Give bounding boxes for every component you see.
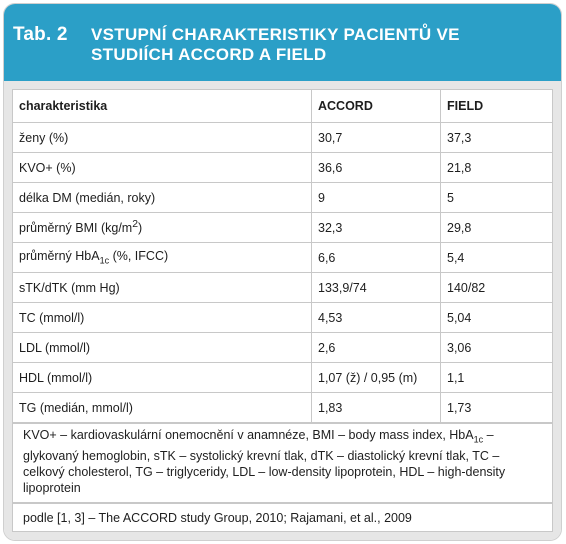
field-value: 140/82: [441, 273, 553, 303]
characteristics-table: [12, 89, 553, 423]
table-row: [13, 183, 553, 213]
table-row: [13, 333, 553, 363]
table-row: [13, 243, 553, 273]
table-row: [13, 213, 553, 243]
column-header-accord: ACCORD: [312, 90, 441, 123]
table-row: [13, 123, 553, 153]
abbreviations-subscript: 1c: [473, 434, 484, 445]
field-value: 1,73: [441, 393, 553, 423]
row-label: TC (mmol/l): [13, 303, 312, 333]
table-row: [13, 393, 553, 423]
row-label: KVO+ (%): [13, 153, 312, 183]
source-note: podle [1, 3] – The ACCORD study Group, 2010; Rajamani, et al., 2009: [12, 503, 553, 532]
row-label-subscript: 1c: [99, 255, 110, 266]
field-value: 5: [441, 183, 553, 213]
table-row: [13, 153, 553, 183]
row-label-text: průměrný HbA: [19, 249, 100, 264]
table-card: [3, 3, 562, 541]
field-value: 5,04: [441, 303, 553, 333]
field-value: 1,1: [441, 363, 553, 393]
table-row: [13, 303, 553, 333]
accord-value: 1,83: [312, 393, 441, 423]
field-value: 21,8: [441, 153, 553, 183]
column-header-field: FIELD: [441, 90, 553, 123]
row-label: ženy (%): [13, 123, 312, 153]
table-number: Tab. 2: [13, 24, 68, 45]
table-row: [13, 273, 553, 303]
accord-value: 6,6: [312, 243, 441, 273]
abbreviations-note: [12, 423, 553, 503]
accord-value: 1,07 (ž) / 0,95 (m): [312, 363, 441, 393]
row-label: délka DM (medián, roky): [13, 183, 312, 213]
field-value: 37,3: [441, 123, 553, 153]
table-header: [4, 4, 561, 81]
row-label-text: průměrný BMI (kg/m: [19, 221, 133, 236]
accord-value: 30,7: [312, 123, 441, 153]
field-value: 5,4: [441, 243, 553, 273]
accord-value: 36,6: [312, 153, 441, 183]
table-header-row: [13, 90, 553, 123]
accord-value: 133,9/74: [312, 273, 441, 303]
row-label: sTK/dTK (mm Hg): [13, 273, 312, 303]
row-label: LDL (mmol/l): [13, 333, 312, 363]
abbreviations-text-continued: – glykovaný hemoglobin, sTK – systolický krevní tlak, dTK – diastolický krevní tlak, TC – celkový cholesterol, TG – triglyceridy, LDL – low-density lipoprotein, HDL – high-density lipoprotein: [23, 428, 506, 495]
accord-value: 4,53: [312, 303, 441, 333]
row-label-suffix: (%, IFCC): [109, 249, 169, 264]
table-row: [13, 363, 553, 393]
accord-value: 9: [312, 183, 441, 213]
table-body-area: [4, 81, 561, 540]
row-label: [13, 213, 312, 243]
accord-value: 2,6: [312, 333, 441, 363]
row-label: HDL (mmol/l): [13, 363, 312, 393]
accord-value: 32,3: [312, 213, 441, 243]
field-value: 29,8: [441, 213, 553, 243]
field-value: 3,06: [441, 333, 553, 363]
column-header-characteristic: charakteristika: [13, 90, 312, 123]
row-label-suffix: ): [138, 221, 143, 236]
row-label-superscript: 2: [132, 219, 139, 231]
row-label: [13, 243, 312, 273]
row-label: TG (medián, mmol/l): [13, 393, 312, 423]
abbreviations-text: KVO+ – kardiovaskulární onemocnění v anamnéze, BMI – body mass index, HbA: [23, 428, 474, 442]
table-title: VSTUPNÍ CHARAKTERISTIKY PACIENTŮ VE STUDIÍCH ACCORD A FIELD: [91, 25, 460, 64]
